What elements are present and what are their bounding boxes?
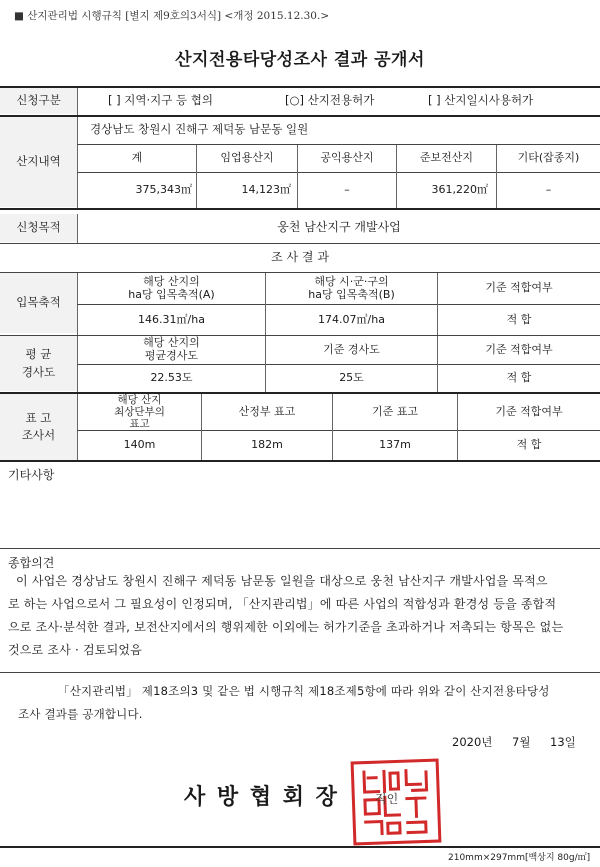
divider [265,273,266,335]
opinion-label: 종합의견 [8,556,55,570]
stock-label: 입목축적 [0,273,77,333]
notice-line: 조사 결과를 공개합니다. [18,707,143,721]
document-title: 산지전용타당성조사 결과 공개서 [175,50,425,70]
notice-text [18,680,598,726]
seal-label: 직인 [375,792,399,806]
opinion-line: 것으로 조사 · 검토되었음 [8,643,142,657]
rule [0,243,600,244]
divider [265,336,266,392]
header-semi-preserved: 준보전산지 [419,151,474,165]
signer-title: 사 방 협 회 장 [184,785,339,810]
date-month: 7월 [512,735,531,749]
forest-details-label: 산지내역 [0,117,77,207]
slope-header-site: 해당 산지의 평균경사도 [143,336,200,362]
notice-line: 「산지관리법」 제18조의3 및 같은 법 시행규칙 제18조제5항에 따라 위와 같이 산지전용타당성 [58,684,550,698]
date-day: 13일 [550,735,576,749]
value-semi-preserved: 361,220㎡ [431,182,488,196]
divider [437,273,438,335]
stock-value-compliance: 적 합 [506,312,532,326]
elevation-header-summit: 산정부 표고 [238,404,296,418]
value-forestry: 14,123㎡ [241,182,291,196]
elevation-label: 표 고 조사서 [0,394,77,460]
purpose-value: 웅천 남산지구 개발사업 [277,220,401,235]
divider [196,145,197,208]
divider [457,394,458,461]
slope-header-standard: 기준 경사도 [323,342,380,356]
elevation-header-standard: 기준 표고 [371,404,418,418]
opinion-text [8,570,596,662]
divider [201,394,202,461]
header-other: 기타(잡종지) [517,151,580,165]
application-type-label: 신청구분 [0,88,77,114]
value-public: – [344,182,350,196]
divider [496,145,497,208]
divider [437,336,438,392]
value-other: – [545,182,552,196]
divider [332,394,333,461]
stock-value-region: 174.07㎥/ha [318,312,385,326]
other-notes-label: 기타사항 [8,468,55,482]
opinion-line: 으로 조사·분석한 결과, 보전산지에서의 행위제한 이외에는 허가기준을 초과하거나 저촉되는 항목은 없는 [8,620,564,634]
stock-header-region: 해당 시·군·구의 ha당 입목축적(B) [308,274,395,301]
opinion-line: 로 하는 사업으로서 그 필요성이 인정되며, 「산지관리법」에 따른 사업의 적합성과 환경성 등을 종합적 [8,597,557,611]
stock-value-site: 146.31㎥/ha [138,312,205,326]
header-public: 공익용산지 [320,151,374,165]
elevation-header-site: 해당 산지 최상단부의 표고 [114,393,165,431]
opinion-line: 이 사업은 경상남도 창원시 진해구 제덕동 남문동 일원을 대상으로 웅천 남산지구 개발사업을 목적으 [8,574,548,588]
slope-header-compliance: 기준 적합여부 [485,342,553,356]
date-year: 2020년 [452,735,493,749]
rule [0,846,600,848]
stock-header-compliance: 기준 적합여부 [485,281,553,295]
form-reference: ■ 산지관리법 시행규칙 [별지 제9호의3서식] <개정 2015.12.30.> [14,10,330,22]
header-forestry: 임업용산지 [220,151,274,165]
slope-value-site: 22.53도 [150,371,193,385]
rule [0,460,600,462]
paper-spec: 210mm×297mm[백상지 80g/㎡] [448,853,591,863]
slope-value-compliance: 적 합 [506,371,532,385]
survey-title: 조 사 결 과 [271,250,329,265]
elevation-value-standard: 137m [379,438,411,452]
divider [77,88,78,115]
rule [0,548,600,549]
option-temporary-use: [ ] 산지일시사용허가 [428,93,534,108]
purpose-label: 신청목적 [0,214,77,242]
elevation-value-summit: 182m [251,438,283,452]
slope-label: 평 균 경사도 [0,336,77,391]
forest-location: 경상남도 창원시 진해구 제덕동 남문동 일원 [90,122,309,137]
stock-header-site: 해당 산지의 ha당 입목축적(A) [128,274,215,301]
divider [297,145,298,208]
option-consultation: [ ] 지역·지구 등 협의 [108,93,214,108]
divider [396,145,397,208]
elevation-value-site: 140m [123,438,156,452]
option-forest-conversion: [○] 산지전용허가 [285,93,375,108]
seal-text [366,824,372,825]
rule [0,208,600,210]
header-total: 계 [131,151,143,165]
elevation-value-compliance: 적 합 [516,438,542,452]
elevation-header-compliance: 기준 적합여부 [495,404,563,418]
slope-value-standard: 25도 [339,371,364,385]
value-total: 375,343㎡ [135,182,192,196]
rule [0,672,600,673]
